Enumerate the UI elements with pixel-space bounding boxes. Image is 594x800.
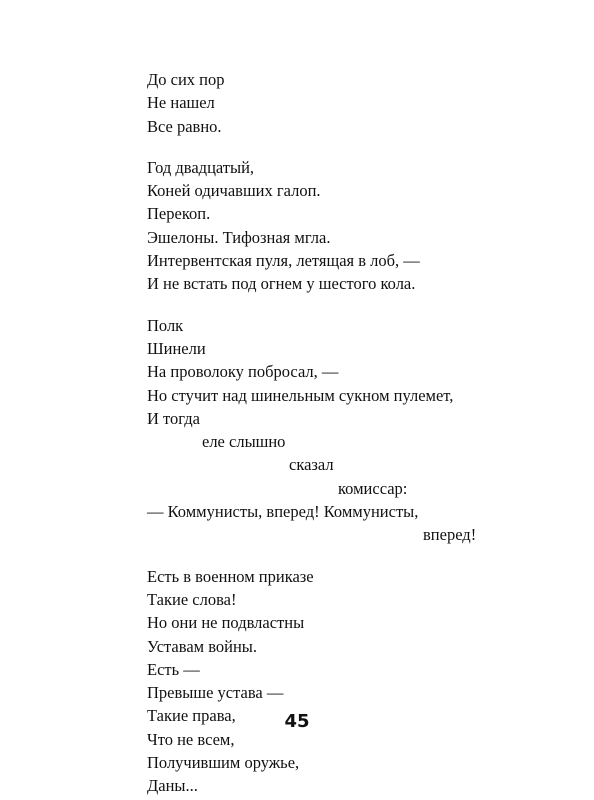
poem-line: Есть —: [147, 659, 200, 679]
poem-line: И тогда: [147, 408, 200, 428]
poem-line: До сих пор: [147, 70, 225, 89]
stanza-4: [147, 565, 487, 798]
stanza-2: [147, 156, 487, 296]
poem-line: Перекоп.: [147, 204, 211, 224]
stanza-1: [147, 68, 487, 138]
poem-line: Такие права,: [147, 706, 236, 726]
poem-line: Интервентская пуля, летящая в лоб, —: [147, 251, 420, 271]
stanza-gap: [147, 296, 487, 314]
poem-line: Не нашел: [147, 93, 215, 113]
poem-line: Шинели: [147, 338, 206, 358]
poem-line: Даны...: [147, 776, 198, 796]
poem-line: Все равно.: [147, 116, 222, 136]
poem-line-indented: комиссар:: [338, 478, 408, 498]
stanza-gap: [147, 138, 487, 156]
poem-line: И не встать под огнем у шестого кола.: [147, 274, 416, 294]
poem-line: Но стучит над шинельным сукном пулемет,: [147, 385, 454, 405]
page-number: 45: [284, 711, 310, 732]
poem-line: Получившим оружье,: [147, 753, 300, 773]
poem-line: На проволоку побросал, —: [147, 362, 339, 382]
poem-line: Уставам войны.: [147, 636, 258, 656]
poem-line: Коней одичавших галоп.: [147, 181, 321, 201]
poem-line: Но они не подвластны: [147, 613, 305, 633]
poem-line: — Коммунисты, вперед! Коммунисты,: [147, 502, 419, 522]
poem-line-indented: еле слышно: [202, 432, 286, 452]
stanza-gap: [147, 547, 487, 565]
poem-line: Год двадцатый,: [147, 157, 255, 177]
poem-line: Эшелоны. Тифозная мгла.: [147, 227, 331, 247]
stanza-3: [147, 314, 487, 547]
poem-line: Есть в военном приказе: [147, 566, 314, 586]
poem-line-indented: вперед!: [423, 525, 477, 545]
poem-line: Такие слова!: [147, 589, 237, 609]
poem-line: Полк: [147, 315, 184, 335]
poem-line-indented: сказал: [289, 455, 334, 475]
poem-text: [147, 68, 487, 798]
poem-line: Превыше устава —: [147, 683, 284, 703]
poem-line: Что не всем,: [147, 729, 235, 749]
